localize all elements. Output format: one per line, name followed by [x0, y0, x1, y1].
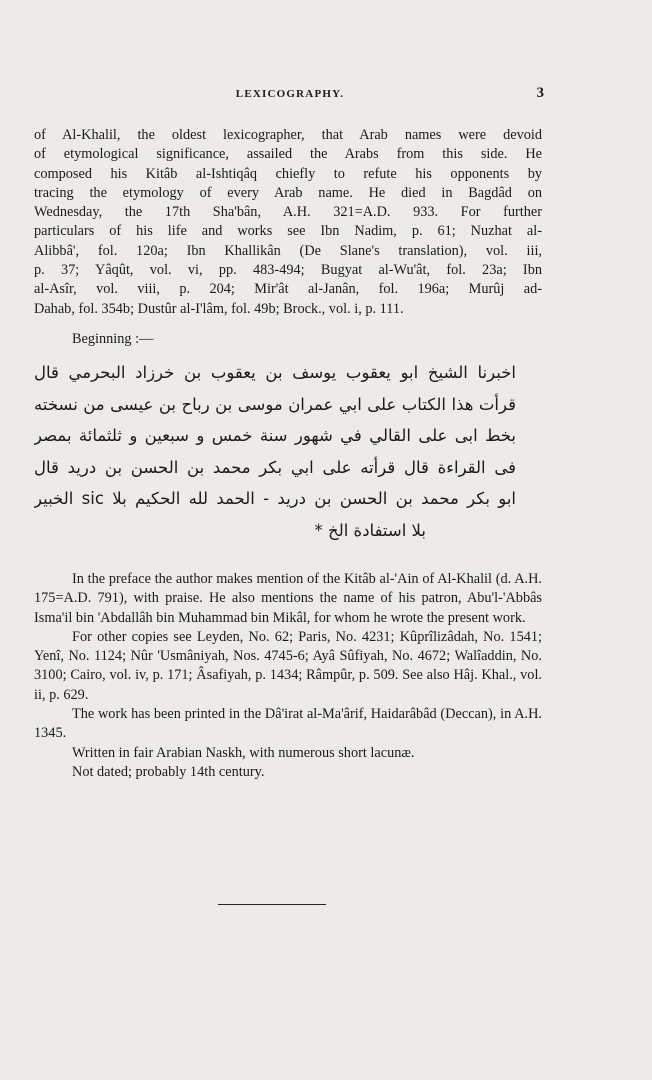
- text-line: of Al-Khalil, the oldest lexicographer, that Arab names were devoid: [34, 127, 542, 143]
- text-line: composed his Kitâb al-Ishtiqâq chiefly to refute his opponents by: [34, 165, 542, 182]
- arabic-line: فى القراءة قال قرأته على ابي بكر محمد بن الحسن بن دريد قال: [34, 457, 516, 477]
- text-line: Dahab, fol. 354b; Dustûr al-I'lâm, fol. 49b; Brock., vol. i, p. 111.: [34, 300, 404, 317]
- closing-rule: [218, 904, 326, 905]
- text-line: al-Asîr, vol. viii, p. 204; Mir'ât al-Janân, fol. 196a; Murûj ad-: [34, 281, 542, 298]
- arabic-line: ابو بكر محمد بن الحسن بن دريد - الحمد لله الحكيم بلا sic الخبير: [34, 489, 516, 508]
- arabic-line: بخط ابى على القالي في شهور سنة خمس و سبعين و ثلثمائة بمصر: [34, 426, 516, 445]
- running-head: LEXICOGRAPHY.: [235, 88, 345, 100]
- script-note: Written in fair Arabian Naskh, with numerous short lacunæ.: [72, 744, 415, 761]
- text-line: of etymological significance, assailed the Arabs from this side. He: [34, 146, 542, 163]
- main-paragraph: [34, 126, 542, 319]
- text-line: p. 37; Yâqût, vol. vi, pp. 483-494; Bugyat al-Wu'ât, fol. 23a; Ibn: [34, 262, 542, 279]
- date-note: Not dated; probably 14th century.: [72, 763, 265, 780]
- arabic-line: بلا استفادة الخ *: [314, 520, 426, 540]
- arabic-line: اخبرنا الشيخ ابو يعقوب يوسف بن يعقوب بن خرزاد البحرمي قال: [34, 363, 516, 382]
- preface-paragraph: In the preface the author makes mention of the Kitâb al-'Ain of Al-Khalil (d. A.H. 175=A.D. 791), with praise. He also mentions the name of his patron, Abu'l-'Abbâs Isma'il bin 'Abdallâh bin Muhammad bin Mikâl, for whom he wrote the present work.: [34, 571, 542, 626]
- preface-section: [34, 570, 542, 782]
- text-line: Wednesday, the 17th Sha'bân, A.H. 321=A.D. 933. For further: [34, 204, 542, 221]
- page-number: 3: [536, 85, 544, 101]
- beginning-label: Beginning :—: [72, 331, 154, 347]
- printed-edition-paragraph: The work has been printed in the Dâ'irat al-Ma'ârif, Haidarâbâd (Deccan), in A.H. 1345.: [34, 706, 542, 742]
- other-copies-paragraph: For other copies see Leyden, No. 62; Paris, No. 4231; Kûprîlizâdah, No. 1541; Yenî, No. 1124; Nûr 'Usmâniyah, Nos. 4745-6; Ayâ Sûfiyah, No. 4672; Walîaddin, No. 3100; Cairo, vol. iv, p. 171; Âsafiyah, p. 1434; Râmpûr, p. 509. See also Hâj. Khal., vol. ii, p. 629.: [34, 628, 542, 703]
- text-line: particulars of his life and works see Ibn Nadim, p. 61; Nuzhat al-: [34, 223, 542, 240]
- text-line: Alibbâ', fol. 120a; Ibn Khallikân (De Slane's translation), vol. iii,: [34, 242, 542, 259]
- arabic-line: قرأت هذا الكتاب على ابي عمران موسى بن رباح بن عيسى من نسخته: [34, 394, 516, 414]
- text-line: tracing the etymology of every Arab name. He died in Bagdâd on: [34, 184, 542, 201]
- page-header: [36, 85, 544, 108]
- arabic-quotation: [34, 357, 516, 546]
